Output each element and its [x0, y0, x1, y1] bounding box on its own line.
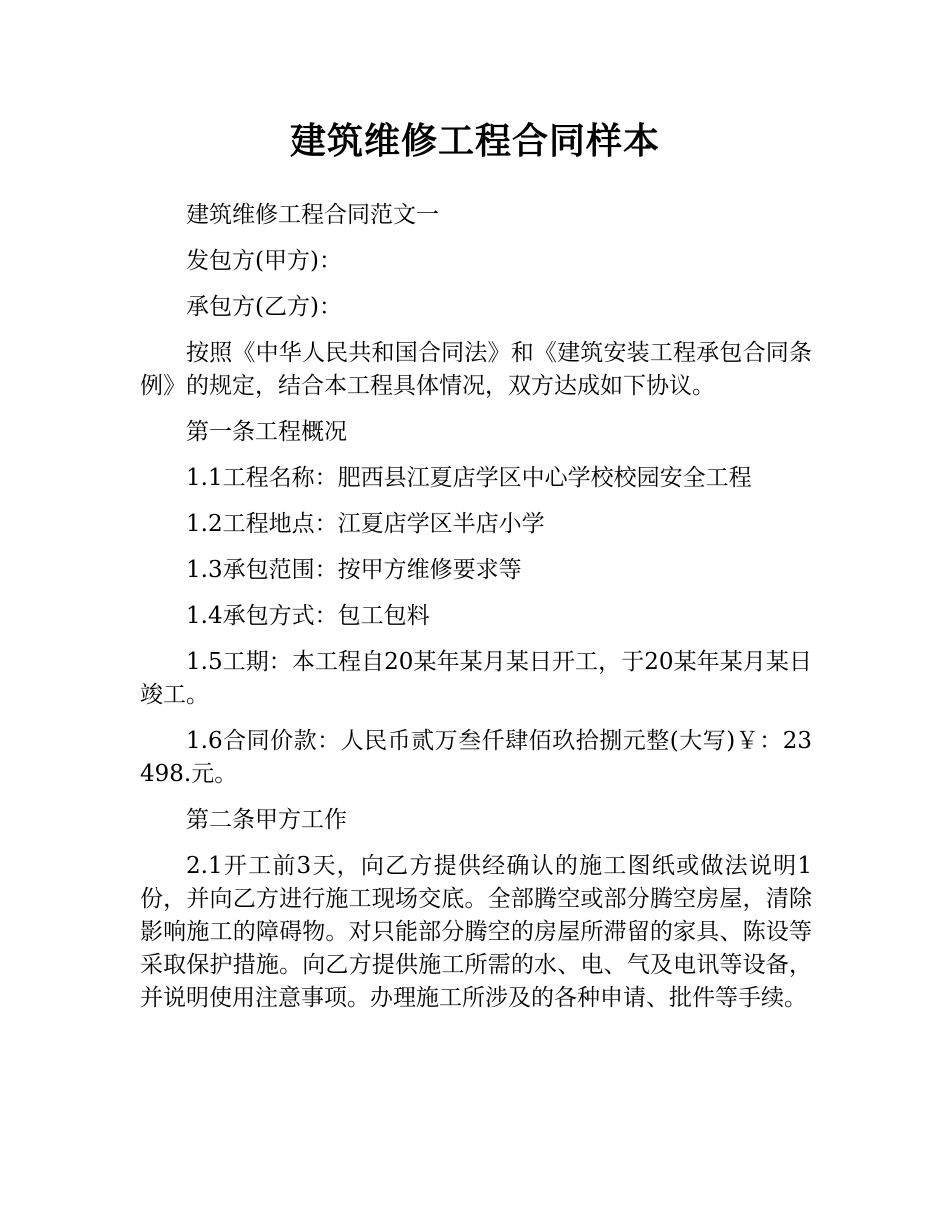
- paragraph-party-a-duties: 2.1开工前3天，向乙方提供经确认的施工图纸或做法说明1份，并向乙方进行施工现场交底。全部腾空或部分腾空房屋，清除影响施工的障碍物。对只能部分腾空的房屋所滞留的家具、陈设等采取保护措施。向乙方提供施工所需的水、电、气及电讯等设备，并说明使用注意事项。办理施工所涉及的各种申请、批件等手续。: [140, 853, 812, 1011]
- paragraph-project-location: 1.2工程地点：江夏店学区半店小学: [186, 511, 545, 537]
- paragraph-construction-period: 1.5工期：本工程自20某年某月某日开工，于20某年某月某日竣工。: [140, 649, 812, 708]
- paragraph-contract-scope: 1.3承包范围：按甲方维修要求等: [186, 557, 522, 583]
- document-title: 建筑维修工程合同样本: [289, 121, 660, 162]
- paragraph-contract-sample-heading: 建筑维修工程合同范文一: [186, 202, 439, 228]
- paragraph-contract-price: 1.6合同价款：人民币贰万叁仟肆佰玖拾捌元整(大写)￥：23498.元。: [140, 728, 812, 787]
- paragraph-contract-method: 1.4承包方式：包工包料: [186, 603, 430, 629]
- paragraph-article-2-heading: 第二条甲方工作: [186, 807, 347, 833]
- paragraph-party-a: 发包方(甲方)：: [186, 248, 342, 274]
- document-body: [140, 199, 812, 1028]
- paragraph-article-1-heading: 第一条工程概况: [186, 419, 347, 445]
- paragraph-preamble: 按照《中华人民共和国合同法》和《建筑安装工程承包合同条例》的规定，结合本工程具体情况，双方达成如下协议。: [140, 340, 812, 399]
- paragraph-project-name: 1.1工程名称：肥西县江夏店学区中心学校校园安全工程: [186, 465, 752, 491]
- paragraph-party-b: 承包方(乙方)：: [186, 294, 342, 320]
